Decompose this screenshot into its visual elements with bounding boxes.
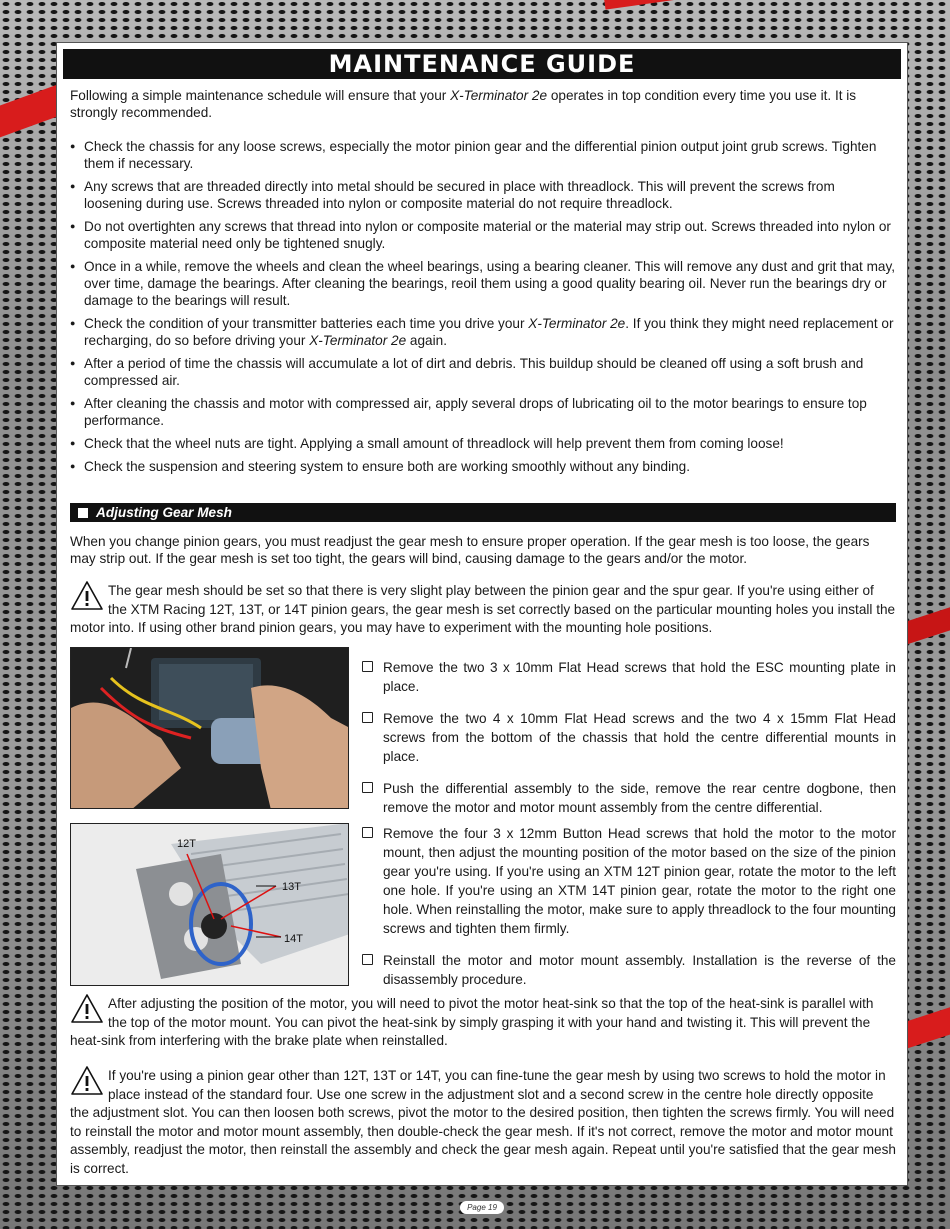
warning-text: If you're using a pinion gear other than 12T, 13T or 14T, you can fine-tune the gear mesh by using two screws to hold the motor in place instead of the standard four. Use one screw in the adjustment slot and a second screw in the centre hole directly opposite the adjustment slot. You can then loosen both screws, pivot the motor to the desired position, then tighten the screws firmly. You will need to reinstall the motor and motor mount assembly, then double-check the gear mesh. If it's not correct, remove the motor and motor mount assembly, readjust the motor, then reinstall the assembly and check the gear mesh again. Repeat until you're satisfied that the gear mesh is correct.: [70, 1068, 896, 1176]
model-name: X-Terminator 2e: [528, 316, 626, 331]
warning-icon: [70, 1065, 104, 1097]
section-heading-text: Adjusting Gear Mesh: [96, 505, 232, 520]
list-item: ● Once in a while, remove the wheels and clean the wheel bearings, using a bearing cleaner. This will remove any dust and grit that may, over time, damage the bearings. After cleaning the bearings, reoil them using a good quality bearing oil. Never run the bearings dry or damage to the bearings will result.: [70, 258, 896, 309]
maintenance-list: [70, 138, 896, 481]
warning-note: [70, 582, 896, 638]
pinion-14t-label: 14T: [284, 933, 303, 945]
step-text: Push the differential assembly to the side, remove the rear centre dogbone, then remove the motor and motor mount assembly from the centre differential.: [383, 781, 896, 815]
disassembly-steps: [362, 658, 896, 830]
checkbox-icon: [362, 827, 373, 838]
chassis-photo: [70, 647, 349, 809]
warning-note: [70, 1067, 896, 1178]
checkbox-icon: [362, 712, 373, 723]
square-bullet-icon: [78, 508, 88, 518]
gear-mesh-intro: When you change pinion gears, you must readjust the gear mesh to ensure proper operation. If the gear mesh is too loose, the gears may strip out. If the gear mesh is set too tight, the gears will bind, causing damage to the gears and/or the motor.: [70, 534, 870, 566]
red-accent-stripe: [600, 0, 950, 10]
intro-text-end: operates in top condition every time you use it. It is strongly recommended.: [70, 88, 857, 120]
step-text: Reinstall the motor and motor mount assembly. Installation is the reverse of the disassembly procedure.: [383, 953, 896, 987]
list-item: [362, 824, 896, 938]
motor-mount-photo: [70, 823, 349, 986]
model-name: X-Terminator 2e: [450, 88, 548, 103]
warning-text: After adjusting the position of the motor, you will need to pivot the motor heat-sink so that the top of the heat-sink is parallel with the top of the motor mount. You can pivot the heat-sink by simply grasping it with your hand and twisting it. This will prevent the heat-sink from interfering with the brake plate when reinstalled.: [70, 996, 874, 1048]
warning-icon: [70, 580, 104, 612]
page-number: Page 19: [460, 1201, 504, 1214]
step-text: Remove the two 3 x 10mm Flat Head screws that hold the ESC mounting plate in place.: [383, 660, 896, 694]
checkbox-icon: [362, 661, 373, 672]
list-item: ● After a period of time the chassis will accumulate a lot of dirt and debris. This buildup should be cleaned off using a soft brush and compressed air.: [70, 355, 896, 389]
section-heading: [70, 503, 896, 522]
pinion-12t-label: 12T: [177, 838, 196, 850]
intro-paragraph: [70, 87, 896, 121]
step-text: Remove the two 4 x 10mm Flat Head screws and the two 4 x 15mm Flat Head screws from the bottom of the chassis that hold the centre differential mounts in place.: [383, 711, 896, 764]
manual-page: [56, 42, 908, 1186]
list-item: ● Do not overtighten any screws that thread into nylon or composite material or the material may strip out. Screws threaded into nylon or composite material need only be tightened snugly.: [70, 218, 896, 252]
model-name: X-Terminator 2e: [309, 333, 407, 348]
pinion-13t-label: 13T: [282, 881, 301, 893]
step-text: Remove the four 3 x 12mm Button Head screws that hold the motor to the motor mount, then adjust the mounting position of the motor based on the size of the pinion gear you're using. If you're using an XTM 12T pinion gear, rotate the motor to the left one hole. If you're using an XTM 14T pinion gear, rotate the motor to the right one hole. When reinstalling the motor, make sure to apply threadlock to the four mounting screws and tighten them firmly.: [383, 826, 896, 936]
list-item: ● Check that the wheel nuts are tight. Applying a small amount of threadlock will help prevent them from coming loose!: [70, 435, 896, 452]
list-item: [362, 779, 896, 817]
list-item: ● Check the chassis for any loose screws, especially the motor pinion gear and the differential pinion output joint grub screws. Tighten them if necessary.: [70, 138, 896, 172]
motor-mount-illustration: [71, 824, 349, 986]
list-item: ● Any screws that are threaded directly into metal should be secured in place with threadlock. This will prevent the screws from loosening during use. Screws threaded into nylon or composite material do not require threadlock.: [70, 178, 896, 212]
list-item: ● After cleaning the chassis and motor with compressed air, apply several drops of lubricating oil to the motor bearings to ensure top performance.: [70, 395, 896, 429]
list-item: [362, 951, 896, 989]
intro-text: Following a simple maintenance schedule will ensure that your: [70, 88, 451, 103]
esc-removal-illustration: [71, 648, 349, 809]
list-item: ● Check the suspension and steering system to ensure both are working smoothly without any binding.: [70, 458, 896, 475]
checkbox-icon: [362, 782, 373, 793]
adjustment-steps: [362, 824, 896, 1002]
warning-note: [70, 995, 896, 1051]
list-item: ● Check the condition of your transmitter batteries each time you drive your X-Terminator 2e. If you think they might need replacement or recharging, do so before driving your X-Terminator 2e again.: [70, 315, 896, 349]
page-title: MAINTENANCE GUIDE: [63, 49, 901, 79]
warning-text: The gear mesh should be set so that there is very slight play between the pinion gear and the spur gear. If you're using either of the XTM Racing 12T, 13T, or 14T pinion gears, the gear mesh is set correctly based on the particular mounting holes you install the motor into. If using other brand pinion gears, you may have to experiment with the mounting hole positions.: [70, 583, 896, 635]
warning-icon: [70, 993, 104, 1025]
checkbox-icon: [362, 954, 373, 965]
list-item: [362, 658, 896, 696]
list-item: [362, 709, 896, 766]
